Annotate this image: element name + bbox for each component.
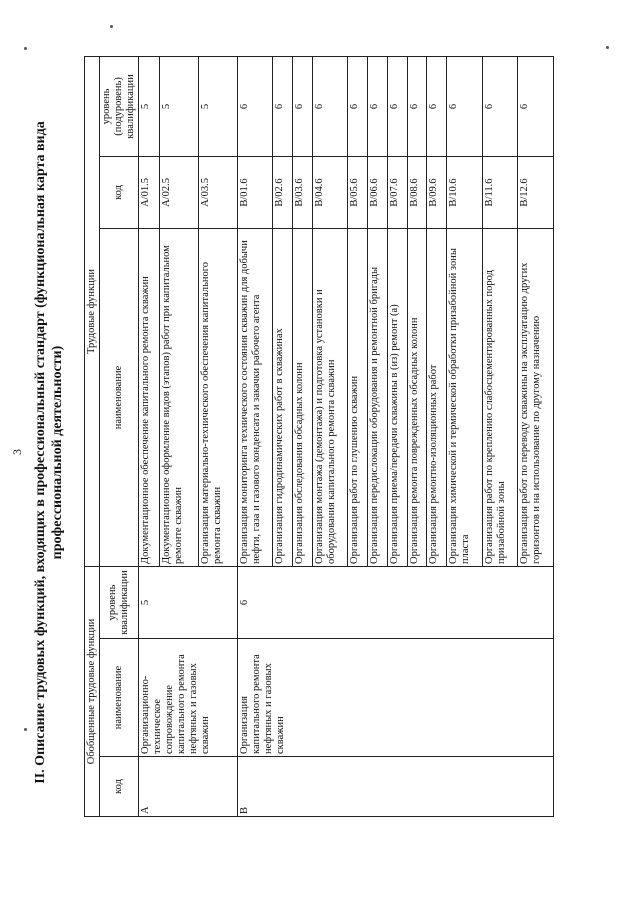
group-level: 5: [139, 566, 238, 638]
group-name: Организационно-техническое сопровождение капитального ремонта нефтяных и газовых скважин: [139, 639, 238, 757]
function-name: Организация приема/передачи скважины в (из) ремонт (а): [387, 228, 407, 566]
function-name: Организация ремонтно-изоляционных работ: [427, 228, 447, 566]
function-code: А/03.5: [199, 156, 238, 228]
function-level: 6: [447, 56, 483, 156]
function-level: 6: [293, 56, 313, 156]
header-level: уровень квалификации: [100, 566, 139, 638]
function-name: Организация обследования обсадных колонн: [293, 228, 313, 566]
header-row-2: [100, 56, 139, 816]
function-code: А/01.5: [139, 156, 160, 228]
function-level: 5: [139, 56, 160, 156]
function-level: 6: [482, 56, 518, 156]
function-code: В/08.6: [407, 156, 427, 228]
functional-map-table: [84, 56, 554, 817]
function-level: 6: [427, 56, 447, 156]
function-code: В/07.6: [387, 156, 407, 228]
function-code: В/03.6: [293, 156, 313, 228]
function-level: 6: [273, 56, 293, 156]
header-name: наименование: [100, 639, 139, 757]
function-name: Организация химической и термической обработки призабойной зоны пласта: [447, 228, 483, 566]
function-level: 6: [312, 56, 348, 156]
header-code: код: [100, 757, 139, 817]
function-level: 6: [348, 56, 368, 156]
function-code: В/04.6: [312, 156, 348, 228]
function-code: В/01.6: [237, 156, 273, 228]
header-labor: Трудовые функции: [85, 56, 100, 566]
function-name: Организация ремонта поврежденных обсадных колонн: [407, 228, 427, 566]
function-name: Организация монтажа (демонтажа) и подготовка установки и оборудования капитального ремонта скважин: [312, 228, 348, 566]
group-code: А: [139, 757, 238, 817]
function-code: В/05.6: [348, 156, 368, 228]
function-level: 6: [387, 56, 407, 156]
function-name: Организация мониторинга технического состояния скважин для добычи нефти, газа и газового конденсата и закачки рабочего агента: [237, 228, 273, 566]
function-code: А/02.5: [160, 156, 199, 228]
group-level: 6: [237, 566, 553, 638]
function-name: Организация работ по переводу скважины на эксплуатацию других горизонтов и на использование по другому назначению: [518, 228, 554, 566]
table-row: [139, 56, 160, 816]
header-tf-code: код: [100, 156, 139, 228]
function-code: В/10.6: [447, 156, 483, 228]
function-level: 6: [368, 56, 388, 156]
function-name: Документационное оформление видов (этапов) работ при капитальном ремонте скважин: [160, 228, 199, 566]
function-name: Организация передислокации оборудования и ремонтной бригады: [368, 228, 388, 566]
group-code: В: [237, 757, 553, 817]
table-row: [237, 56, 273, 816]
function-name: Документационное обеспечение капитального ремонта скважин: [139, 228, 160, 566]
section-title: [32, 0, 66, 905]
header-tf-name: наименование: [100, 228, 139, 566]
function-level: 5: [160, 56, 199, 156]
function-code: В/02.6: [273, 156, 293, 228]
function-level: 6: [407, 56, 427, 156]
function-level: 6: [237, 56, 273, 156]
function-code: В/09.6: [427, 156, 447, 228]
header-row-1: [85, 56, 100, 816]
header-generalized: Обобщенные трудовые функции: [85, 566, 100, 816]
function-code: В/11.6: [482, 156, 518, 228]
function-code: В/12.6: [518, 156, 554, 228]
function-code: В/06.6: [368, 156, 388, 228]
title-line-1: II. Описание трудовых функций, входящих в профессиональный стандарт (функциональная карта вида: [33, 121, 48, 784]
function-name: Организация гидродинамических работ в скважинах: [273, 228, 293, 566]
page-number: 3: [10, 449, 24, 455]
function-name: Организация материально-технического обеспечения капитального ремонта скважин: [199, 228, 238, 566]
function-level: 6: [518, 56, 554, 156]
function-name: Организация работ по креплению слабосцементированных пород призабойной зоны: [482, 228, 518, 566]
group-name: Организация капитального ремонта нефтяных и газовых скважин: [237, 639, 553, 757]
header-tf-level: уровень (подуровень) квалификации: [100, 56, 139, 156]
title-line-2: профессиональной деятельности): [50, 345, 65, 560]
function-level: 5: [199, 56, 238, 156]
function-name: Организация работ по глушению скважин: [348, 228, 368, 566]
